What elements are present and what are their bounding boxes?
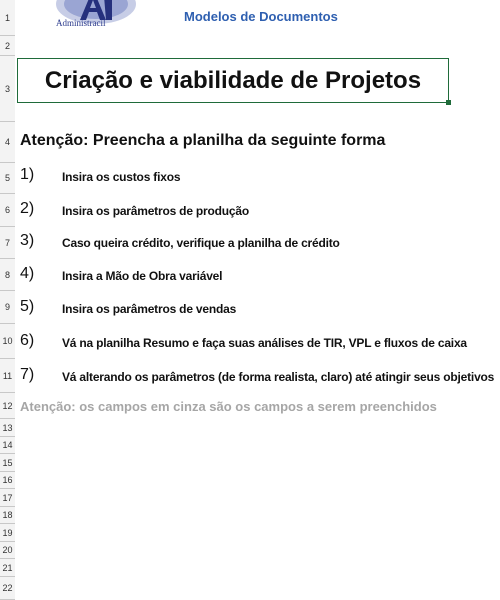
- row-number[interactable]: 9: [0, 291, 15, 324]
- row-number[interactable]: 22: [0, 577, 15, 600]
- row-number[interactable]: 19: [0, 524, 15, 542]
- row-18: [0, 507, 500, 524]
- step-text: Insira os custos fixos: [62, 170, 181, 184]
- row-number[interactable]: 2: [0, 36, 15, 56]
- step-text: Vá alterando os parâmetros (de forma realista, claro) até atingir seus objetivos: [62, 370, 495, 384]
- step-number: 6): [20, 332, 35, 349]
- step-number: 5): [20, 298, 35, 315]
- step-text: Insira os parâmetros de produção: [62, 204, 249, 218]
- row-19: [0, 524, 500, 542]
- instructions-heading: Atenção: Preencha a planilha da seguinte forma: [20, 132, 386, 149]
- row-number[interactable]: 20: [0, 542, 15, 559]
- step-number: 2): [20, 200, 35, 217]
- row-15: [0, 454, 500, 472]
- header-title: Modelos de Documentos: [184, 9, 338, 24]
- row-14: [0, 437, 500, 454]
- step-text: Insira os parâmetros de vendas: [62, 302, 237, 316]
- row-number[interactable]: 8: [0, 259, 15, 291]
- row-number[interactable]: 14: [0, 437, 15, 454]
- step-text: Vá na planilha Resumo e faça suas análises de TIR, VPL e fluxos de caixa: [62, 336, 467, 350]
- row-number[interactable]: 11: [0, 359, 15, 393]
- row-22: [0, 577, 500, 600]
- row-21: [0, 559, 500, 577]
- row-number[interactable]: 7: [0, 227, 15, 259]
- row-number[interactable]: 17: [0, 489, 15, 507]
- row-number[interactable]: 16: [0, 472, 15, 489]
- row-number[interactable]: 10: [0, 324, 15, 359]
- step-number: 4): [20, 265, 35, 282]
- step-number: 7): [20, 366, 35, 383]
- row-number[interactable]: 3: [0, 56, 15, 122]
- row-number[interactable]: 18: [0, 507, 15, 524]
- row-number[interactable]: 21: [0, 559, 15, 577]
- row-number[interactable]: 6: [0, 194, 15, 227]
- row-number[interactable]: 5: [0, 163, 15, 194]
- fill-handle[interactable]: [446, 100, 451, 105]
- row-number[interactable]: 12: [0, 393, 15, 419]
- gray-fields-note: Atenção: os campos em cinza são os campos a serem preenchidos: [20, 399, 437, 414]
- step-number: 3): [20, 232, 35, 249]
- row-number[interactable]: 1: [0, 0, 15, 36]
- row-number[interactable]: 13: [0, 419, 15, 437]
- page-title: Criação e viabilidade de Projetos: [44, 66, 422, 94]
- title-cell-selected[interactable]: [17, 58, 449, 103]
- row-2: [0, 36, 500, 56]
- row-17: [0, 489, 500, 507]
- row-number[interactable]: 4: [0, 122, 15, 163]
- step-number: 1): [20, 166, 35, 183]
- step-text: Insira a Mão de Obra variável: [62, 269, 223, 283]
- row-number[interactable]: 15: [0, 454, 15, 472]
- row-16: [0, 472, 500, 489]
- logo-text: Administracil: [56, 18, 106, 28]
- step-text: Caso queira crédito, verifique a planilha de crédito: [62, 236, 340, 250]
- row-20: [0, 542, 500, 559]
- row-13: [0, 419, 500, 437]
